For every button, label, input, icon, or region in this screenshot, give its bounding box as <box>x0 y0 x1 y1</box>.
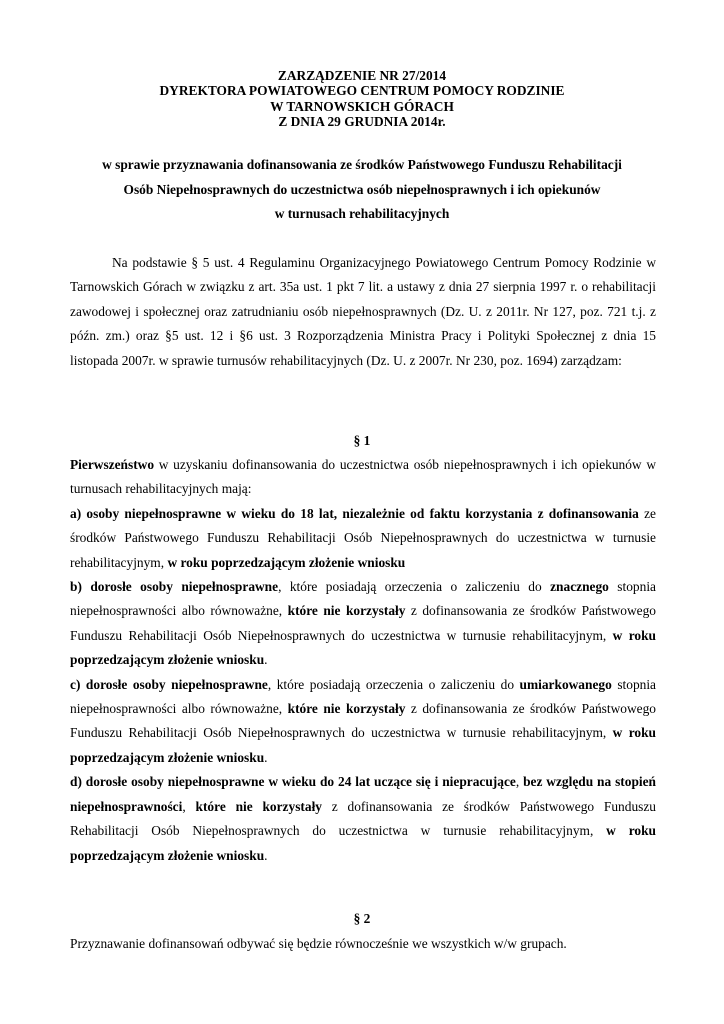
section-1-title: § 1 <box>353 433 371 448</box>
item-d-bold-3: które nie korzystały <box>195 798 322 814</box>
item-d-text-2: , <box>182 798 196 814</box>
item-a-bold-2: w roku poprzedzającym złożenie wniosku <box>167 554 406 570</box>
section-2-title: § 2 <box>353 911 371 926</box>
item-b-text-3: z dofinansowania ze środków Państwowego Funduszu Rehabilitacji Osób Niepełnosprawnych do uczestnictwa w turnusie rehabilitacyjnym, <box>70 603 656 643</box>
item-c-text-1: , które posiadają orzeczenia o zaliczeniu do <box>267 676 520 692</box>
item-d-text-4: . <box>264 847 268 863</box>
item-a-text-1: ze środków Państwowego Funduszu Rehabilitacji Osób Niepełnosprawnych do uczestnictwa w turnusie rehabilitacyjnym, <box>70 505 656 570</box>
legal-basis-paragraph: Na podstawie § 5 ust. 4 Regulaminu Organizacyjnego Powiatowego Centrum Pomocy Rodzinie w Tarnowskich Górach w związku z art. 35a ust. 1 pkt 7 lit. a ustawy z dnia 27 sierpnia 1997 r. o rehabilitacji zawodowej i społecznej oraz zatrudnianiu osób niepełnosprawnych (Dz. U. z 2011r. Nr 127, poz. 721 t.j. z późn. zm.) oraz §5 ust. 12 i §6 ust. 3 Rozporządzenia Ministra Pracy i Polityki Społecznej z dnia 15 listopada 2007r. w sprawie turnusów rehabilitacyjnych (Dz. U. z 2007r. Nr 230, poz. 1694) zarządzam: <box>70 255 656 368</box>
item-d-bold-1: d) dorosłe osoby niepełnosprawne w wieku do 24 lat uczące się i niepracujące <box>70 774 516 790</box>
item-b-text-4: . <box>264 652 268 668</box>
list-item-c <box>70 673 656 771</box>
heading-date: Z DNIA 29 GRUDNIA 2014r. <box>278 114 446 130</box>
heading-issuer: DYREKTORA POWIATOWEGO CENTRUM POMOCY RODZINIE <box>159 83 565 99</box>
item-d-text-3: z dofinansowania ze środków Państwowego Funduszu Rehabilitacji Osób Niepełnosprawnych do uczestnictwa w turnusie rehabilitacyjnym, <box>70 798 656 839</box>
item-d-text-1: , <box>515 774 524 790</box>
priority-label: Pierwszeństwo <box>70 457 155 472</box>
heading-title: ZARZĄDZENIE NR 27/2014 <box>277 68 447 83</box>
item-c-text-4: . <box>264 749 268 765</box>
item-b-bold-2: znacznego <box>550 579 609 595</box>
item-c-bold-4: w roku poprzedzającym złożenie wniosku <box>70 725 656 765</box>
item-c-bold-1: c) dorosłe osoby niepełnosprawne <box>70 676 268 692</box>
item-a-bold-1: a) osoby niepełnosprawne w wieku do 18 lat, niezależnie od faktu korzystania z dofinansowania <box>70 505 639 521</box>
document-heading <box>0 68 724 130</box>
item-b-text-2: stopnia niepełnosprawności albo równoważne, <box>70 579 656 619</box>
section-1-intro-text: w uzyskaniu dofinansowania do uczestnictwa osób niepełnosprawnych i ich opiekunów w turnusach rehabilitacyjnych mają: <box>70 457 656 497</box>
item-d-bold-4: w roku poprzedzającym złożenie wniosku <box>70 823 656 863</box>
section-2-body <box>70 932 656 956</box>
subject-line-3: w turnusach rehabilitacyjnych <box>274 206 450 221</box>
section-2-text: Przyznawanie dofinansowań odbywać się będzie równocześnie we wszystkich w/w grupach. <box>70 936 567 951</box>
subject-line-1: w sprawie przyznawania dofinansowania ze środków Państwowego Funduszu Rehabilitacji <box>102 157 622 172</box>
heading-location: W TARNOWSKICH GÓRACH <box>270 98 454 114</box>
item-d-bold-2: bez względu na stopień niepełnosprawności <box>70 774 656 814</box>
list-item-a <box>70 502 656 575</box>
item-b-bold-3: które nie korzystały <box>287 603 406 619</box>
section-1-body <box>70 453 656 868</box>
subject-line-2: Osób Niepełnosprawnych do uczestnictwa osób niepełnosprawnych i ich opiekunów <box>123 181 601 197</box>
item-b-bold-1: b) dorosłe osoby niepełnosprawne <box>70 579 279 595</box>
item-b-text-1: , które posiadają orzeczenia o zaliczeniu do <box>278 579 551 595</box>
item-c-text-3: z dofinansowania ze środków Państwowego Funduszu Rehabilitacji Osób Niepełnosprawnych do uczestnictwa w turnusie rehabilitacyjnym, <box>70 701 656 741</box>
item-c-bold-2: umiarkowanego <box>519 676 612 692</box>
document-subject <box>60 153 664 227</box>
list-item-d <box>70 770 656 868</box>
item-c-text-2: stopnia niepełnosprawności albo równoważne, <box>70 676 657 717</box>
list-item-b <box>70 575 656 673</box>
item-b-bold-4: w roku poprzedzającym złożenie wniosku <box>70 627 656 668</box>
item-c-bold-3: które nie korzystały <box>287 701 406 717</box>
section-1-intro <box>70 453 656 502</box>
